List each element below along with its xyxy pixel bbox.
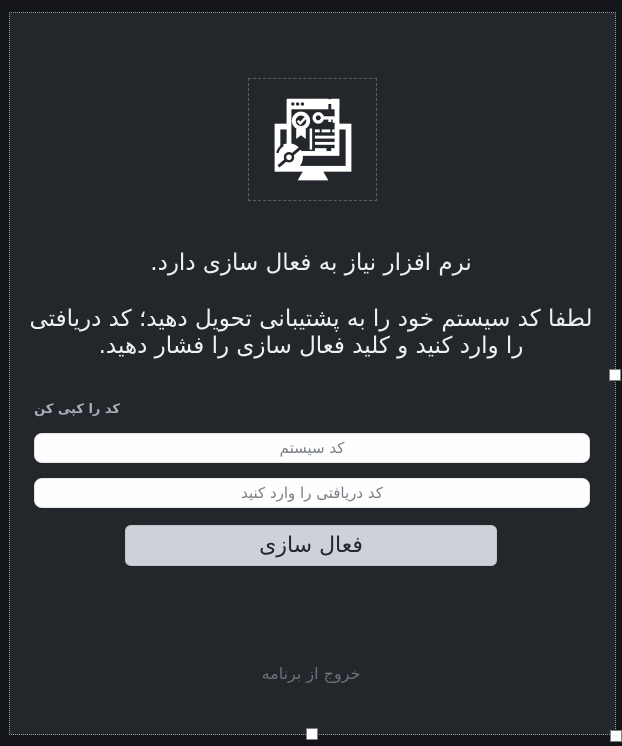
selection-handle-bottom-center[interactable] [306, 728, 318, 740]
system-code-input[interactable] [34, 433, 590, 463]
software-license-icon [265, 92, 361, 188]
exit-app-link[interactable]: خروج از برنامه [261, 664, 361, 683]
activation-instructions: لطفا کد سیستم خود را به پشتیبانی تحویل دهید؛ کد دریافتی را وارد کنید و کلید فعال سازی را فشار دهید. [29, 306, 593, 359]
activate-button[interactable]: فعال سازی [125, 525, 497, 566]
copy-code-link[interactable]: کد را کپی کن [34, 402, 120, 417]
selection-handle-bottom-right[interactable] [610, 730, 622, 742]
received-code-input[interactable] [34, 478, 590, 508]
license-icon-container [248, 78, 377, 201]
activation-heading: نرم افزار نیاز به فعال سازی دارد. [150, 250, 472, 276]
selection-handle-right-middle[interactable] [609, 369, 621, 381]
